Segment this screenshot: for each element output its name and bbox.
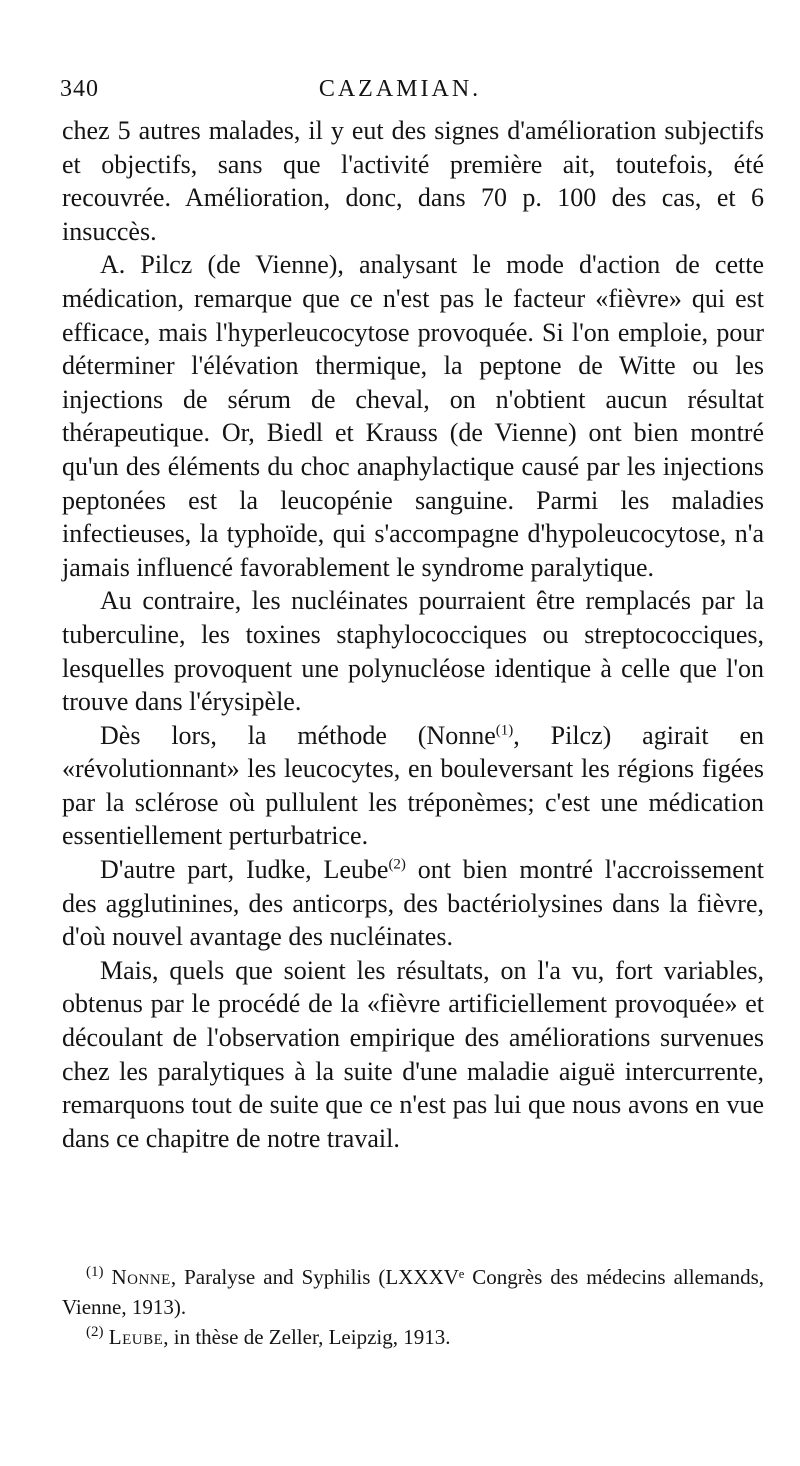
footnote-reference: (2)	[388, 856, 406, 873]
paragraph-text: D'autre part, Iudke, Leube	[100, 855, 389, 885]
paragraph: Au contraire, les nucléinates pourraient être remplacés par la tuberculine, les toxines staphylococciques ou streptococciques, lesquelles provoquent une polynucléose identique à celle que l'on trouve dans l'érysipèle.	[62, 586, 764, 717]
paragraph: A. Pilcz (de Vienne), analysant le mode d'action de cette médication, remarque que ce n'est pas le facteur «fièvre» qui est efficace, mais l'hyperleucocytose provoquée. Si l'on emploie, pour déterminer l'élévation thermique, la peptone de Witte ou les injections de sérum de cheval, on n'obtient aucun résultat thérapeutique. Or, Biedl et Krauss (de Vienne) ont bien montré qu'un des éléments du choc anaphylactique causé par les injections peptonées est la leucopénie sanguine. Parmi les maladies infectieuses, la typhoïde, qui s'accompagne d'hypoleucocytose, n'a jamais influencé favorablement le syndrome paralytique.	[62, 250, 764, 582]
paragraph	[62, 719, 764, 853]
footnote-author: Nonne	[111, 1265, 171, 1289]
footnote-author: Leube	[108, 1325, 164, 1349]
footnote	[62, 1322, 764, 1352]
footnote-marker: (2)	[86, 1324, 104, 1340]
footnote-text: , in thèse de Zeller, Leipzig, 1913.	[163, 1325, 451, 1349]
paragraph: chez 5 autres malades, il y eut des signes d'amélioration subjectifs et objectifs, sans que l'activité première ait, toutefois, été recouvrée. Amélioration, donc, dans 70 p. 100 des cas, et 6 insuccès.	[62, 116, 764, 246]
footnote	[62, 1262, 764, 1322]
paragraph	[62, 853, 764, 954]
body-text	[62, 114, 764, 1155]
footnote-reference: (1)	[495, 722, 514, 739]
paragraph: Mais, quels que soient les résultats, on l'a vu, fort variables, obtenus par le procédé de la «fièvre artificiellement provoquée» et découlant de l'observation empirique des améliorations survenues chez les paralytiques à la suite d'une maladie aiguë intercurrente, remarquons tout de suite que ce n'est pas lui que nous avons en vue dans ce chapitre de notre travail.	[62, 955, 764, 1153]
footnotes	[62, 1262, 764, 1352]
paragraph-text: ont bien montré l'accroissement des agglutinines, des anticorps, des bactériolysines dans la fièvre, d'où nouvel avantage des nucléinates.	[62, 855, 764, 952]
footnote-marker: (1)	[86, 1264, 104, 1280]
paragraph-text: , Pilcz) agirait en «révolutionnant» les leucocytes, en bouleversant les régions figées par la sclérose où pullulent les tréponèmes; c'est une médication essentiellement perturbatrice.	[62, 720, 764, 851]
running-head: CAZAMIAN.	[318, 76, 482, 102]
footnote-text: , Paralyse and Syphilis (LXXXVᵉ Congrès des médecins allemands, Vienne, 1913).	[62, 1265, 764, 1319]
page-number: 340	[60, 76, 99, 102]
paragraph-text: Dès lors, la méthode (Nonne	[100, 720, 496, 750]
